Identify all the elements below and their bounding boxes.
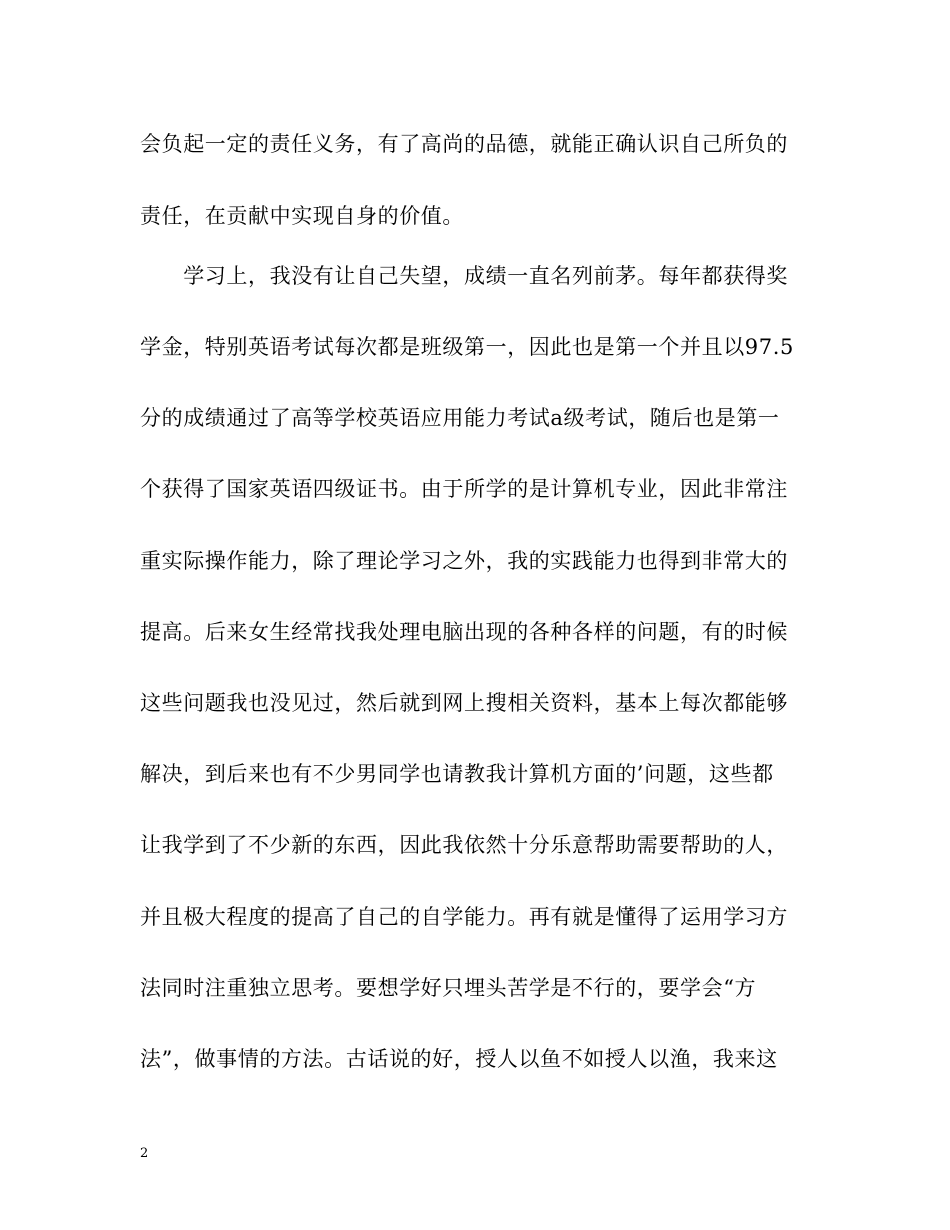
text-line: 会负起一定的责任义务，有了高尚的品德，就能正确认识自己所负的	[140, 132, 788, 156]
text-line: 重实际操作能力，除了理论学习之外，我的实践能力也得到非常大的	[140, 549, 788, 573]
text-line: 分的成绩通过了高等学校英语应用能力考试a级考试，随后也是第一	[140, 406, 780, 430]
text-line: 学习上，我没有让自己失望，成绩一直名列前茅。每年都获得奖	[140, 264, 788, 288]
text-line: 提高。后来女生经常找我处理电脑出现的各种各样的问题，有的时候	[140, 620, 788, 644]
text-line: 法同时注重独立思考。要想学好只埋头苦学是不行的，要学会“方	[140, 976, 757, 1000]
text-line: 解决，到后来也有不少男同学也请教我计算机方面的’问题，这些都	[140, 762, 774, 786]
text-line: 让我学到了不少新的东西，因此我依然十分乐意帮助需要帮助的人，	[140, 833, 788, 857]
text-line: 责任，在贡献中实现自身的价值。	[140, 204, 464, 228]
text-line: 个获得了国家英语四级证书。由于所学的是计算机专业，因此非常注	[140, 477, 788, 501]
text-line: 这些问题我也没见过，然后就到网上搜相关资料，基本上每次都能够	[140, 691, 788, 715]
page-number: 2	[140, 1146, 149, 1161]
text-line: 学金，特别英语考试每次都是班级第一，因此也是第一个并且以97.5	[140, 335, 794, 359]
text-line: 并且极大程度的提高了自己的自学能力。再有就是懂得了运用学习方	[140, 905, 788, 929]
text-line: 法”，做事情的方法。古话说的好，授人以鱼不如授人以渔，我来这	[140, 1047, 778, 1071]
